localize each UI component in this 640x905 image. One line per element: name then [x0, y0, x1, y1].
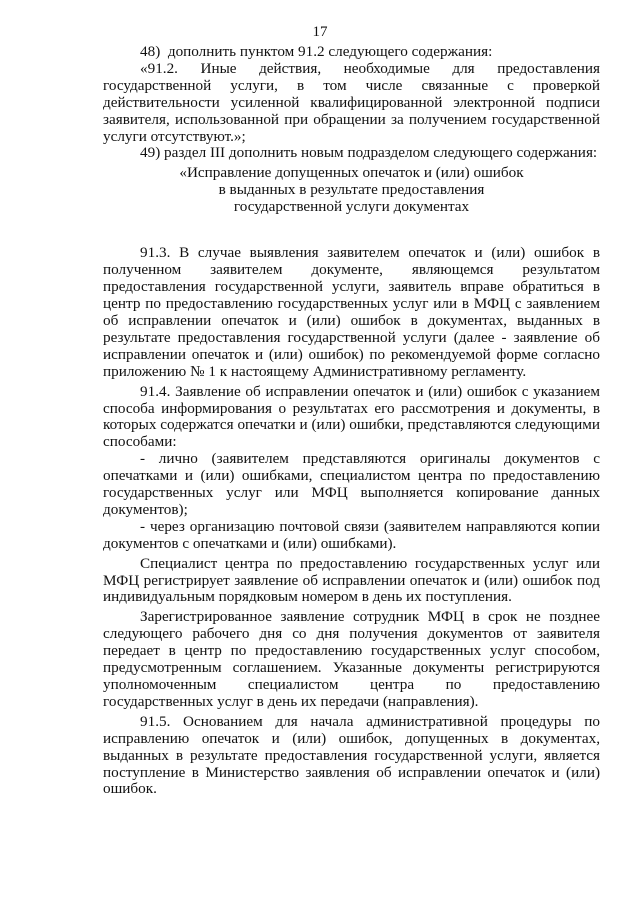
paragraph-clause-91-2: «91.2. Иные действия, необходимые для предоставления государственной услуги, в том числе связанные с проверкой действительности усиленной квалифицированной электронной подписи заявителя, использованной при обращении за получением государственной услуги отсутствуют.»; — [103, 59, 600, 145]
paragraph-clause-91-4: 91.4. Заявление об исправлении опечаток и (или) ошибок с указанием способа информирования о результатах его рассмотрения и документы, в которых содержатся опечатки и (или) ошибки, представляются следующими способами: — [103, 382, 600, 451]
subsection-heading — [103, 164, 600, 215]
paragraph-item-49: 49) раздел III дополнить новым подразделом следующего содержания: — [140, 144, 598, 162]
paragraph-transfer: Зарегистрированное заявление сотрудник МФЦ в срок не позднее следующего рабочего дня со дня получения документов от заявителя передает в центр по предоставлению государственных услуг способом, предусмотренным соглашением. Указанные документы регистрируются уполномоченным специалистом центра по предоставлению государственных услуг в день их передачи (направления). — [103, 608, 600, 710]
heading-line-3: государственной услуги документах — [233, 198, 470, 216]
paragraph-clause-91-5: 91.5. Основанием для начала административной процедуры по исправлению опечаток и (или) ошибок, допущенных в документах, выданных в результате предоставления государственной услуги, является поступление в Министерство заявления об исправлении опечаток и (или) ошибок. — [103, 712, 600, 798]
heading-line-1: «Исправление допущенных опечаток и (или) ошибок — [179, 164, 524, 182]
paragraph-item-48: 48) дополнить пунктом 91.2 следующего содержания: — [140, 43, 493, 60]
page-number: 17 — [312, 24, 328, 40]
paragraph-clause-91-3: 91.3. В случае выявления заявителем опечаток и (или) ошибок в полученном заявителем документе, являющемся результатом предоставления государственной услуги, заявитель вправе обратиться в центр по предоставлению государственных услуг или в МФЦ с заявлением об исправлении опечаток и (или) ошибок в документах, выданных в результате предоставления государственной услуги (далее - заявление об исправлении опечаток и (или) ошибок) по рекомендуемой форме согласно приложению № 1 к настоящему Административному регламенту. — [103, 244, 600, 380]
paragraph-method-in-person: - лично (заявителем представляются оригиналы документов с опечатками и (или) ошибками, специалистом центра по предоставлению государственных услуг или МФЦ выполняется копирование данных документов); — [103, 450, 600, 518]
paragraph-method-by-mail: - через организацию почтовой связи (заявителем направляются копии документов с опечатками и (или) ошибками). — [103, 517, 600, 552]
paragraph-registration: Специалист центра по предоставлению государственных услуг или МФЦ регистрирует заявление об исправлении опечаток и (или) ошибок под индивидуальным порядковым номером в день их поступления. — [103, 554, 600, 606]
document-body — [103, 44, 600, 798]
heading-line-2: в выданных в результате предоставления — [218, 181, 485, 199]
